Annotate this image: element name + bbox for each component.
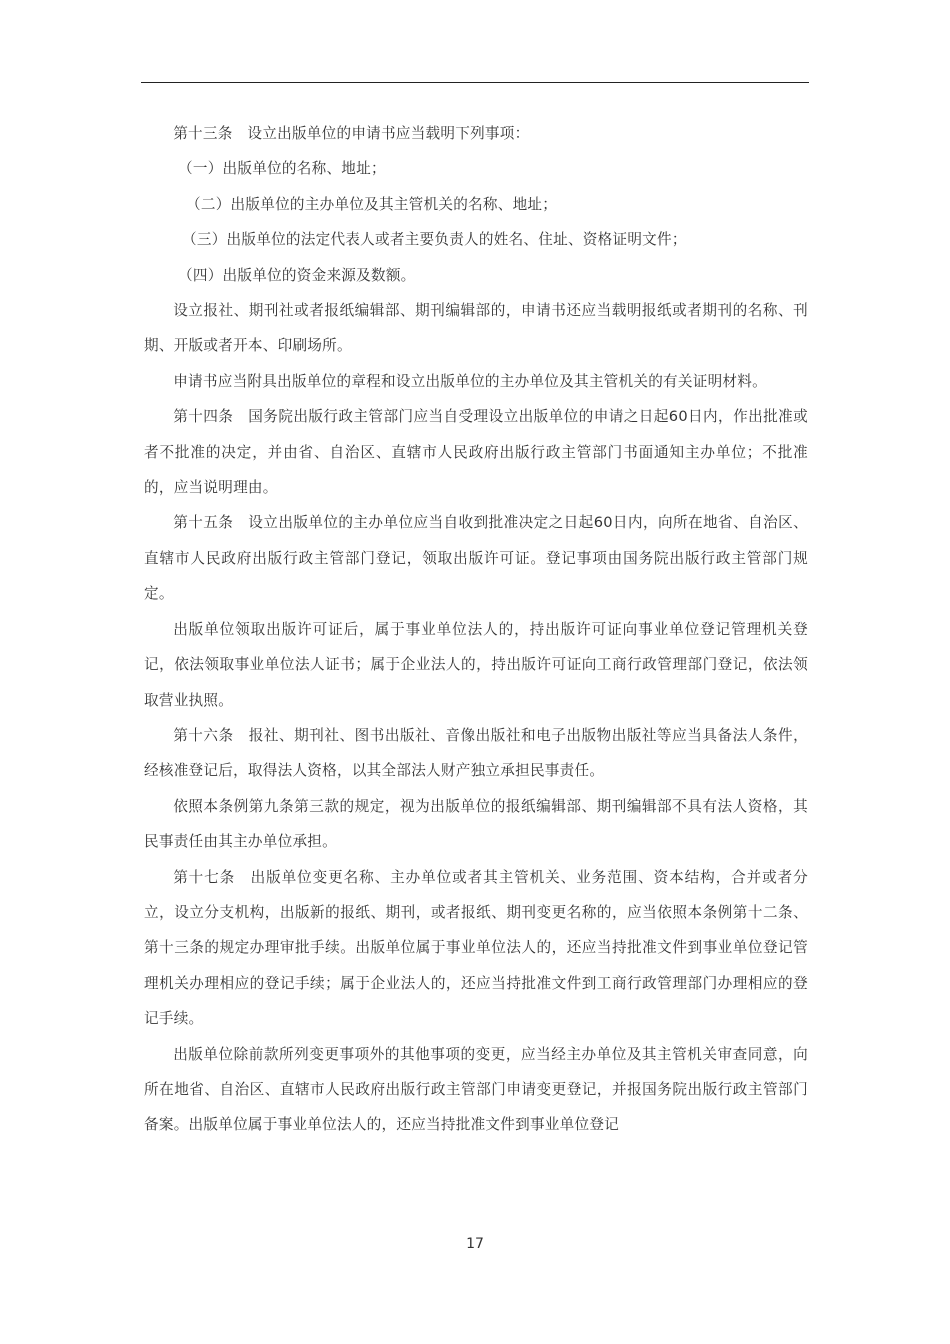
document-body — [144, 116, 808, 1143]
paragraph: 出版单位领取出版许可证后，属于事业单位法人的，持出版许可证向事业单位登记管理机关登记，依法领取事业单位法人证书；属于企业法人的，持出版许可证向工商行政管理部门登记，依法领取营业执照。 — [144, 620, 808, 709]
list-item: （四）出版单位的资金来源及数额。 — [178, 266, 416, 284]
paragraph: 申请书应当附具出版单位的章程和设立出版单位的主办单位及其主管机关的有关证明材料。 — [173, 372, 767, 390]
header-divider — [141, 82, 809, 83]
article-16: 第十六条 报社、期刊社、图书出版社、音像出版社和电子出版物出版社等应当具备法人条件，经核准登记后，取得法人资格，以其全部法人财产独立承担民事责任。 — [144, 726, 808, 780]
page-number: 17 — [466, 1236, 484, 1252]
list-item: （一）出版单位的名称、地址； — [178, 160, 386, 178]
article-14: 第十四条 国务院出版行政主管部门应当自受理设立出版单位的申请之日起60日内，作出批准或者不批准的决定，并由省、自治区、直辖市人民政府出版行政主管部门书面通知主办单位；不批准的，应当说明理由。 — [144, 408, 808, 497]
paragraph: 出版单位除前款所列变更事项外的其他事项的变更，应当经主办单位及其主管机关审查同意，向所在地省、自治区、直辖市人民政府出版行政主管部门申请变更登记，并报国务院出版行政主管部门备案。出版单位属于事业单位法人的，还应当持批准文件到事业单位登记 — [144, 1045, 808, 1134]
list-item: （二）出版单位的主办单位及其主管机关的名称、地址； — [186, 195, 558, 213]
article-15: 第十五条 设立出版单位的主办单位应当自收到批准决定之日起60日内，向所在地省、自治区、直辖市人民政府出版行政主管部门登记，领取出版许可证。登记事项由国务院出版行政主管部门规定。 — [144, 514, 808, 603]
article-13-intro: 第十三条 设立出版单位的申请书应当载明下列事项： — [173, 125, 530, 142]
paragraph: 设立报社、期刊社或者报纸编辑部、期刊编辑部的，申请书还应当载明报纸或者期刊的名称、刊期、开版或者开本、印刷场所。 — [144, 302, 808, 355]
list-item: （三）出版单位的法定代表人或者主要负责人的姓名、住址、资格证明文件； — [182, 231, 687, 249]
paragraph: 依照本条例第九条第三款的规定，视为出版单位的报纸编辑部、期刊编辑部不具有法人资格，其民事责任由其主办单位承担。 — [144, 797, 808, 851]
article-17: 第十七条 出版单位变更名称、主办单位或者其主管机关、业务范围、资本结构，合并或者分立，设立分支机构，出版新的报纸、期刊，或者报纸、期刊变更名称的，应当依照本条例第十二条、第十三条的规定办理审批手续。出版单位属于事业单位法人的，还应当持批准文件到事业单位登记管理机关办理相应的登记手续；属于企业法人的，还应当持批准文件到工商行政管理部门办理相应的登记手续。 — [144, 868, 808, 1028]
